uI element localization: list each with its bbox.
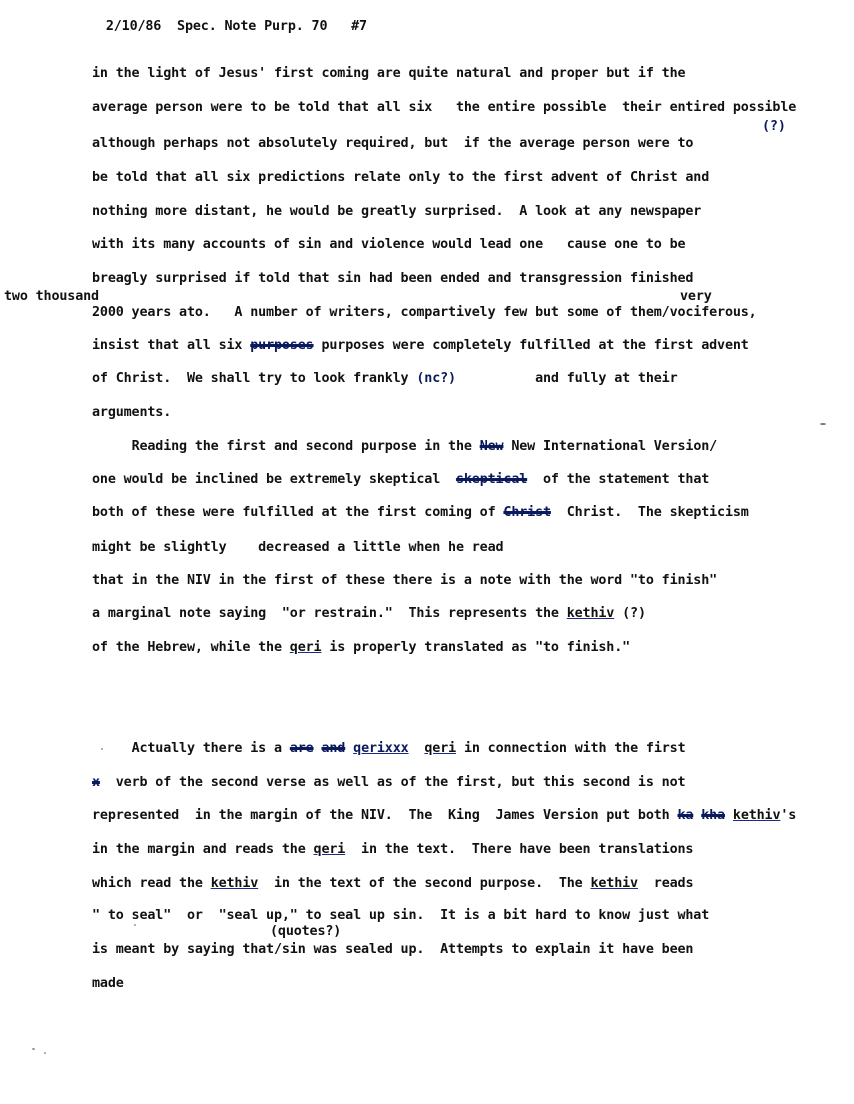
text-run: Actually there is a xyxy=(131,741,290,756)
page-header xyxy=(90,3,367,35)
text-run: New International Version/ xyxy=(503,439,718,454)
underlined-term: kethiv xyxy=(590,876,638,891)
para3-line-2 xyxy=(92,775,685,791)
header-date: 2/10/86 xyxy=(105,19,162,34)
para3-line-1 xyxy=(92,741,685,757)
text-run: in the text of the second purpose. The xyxy=(258,876,591,891)
scan-speck xyxy=(32,1048,35,1050)
text-run: represented in the margin of the NIV. The King James Version put both xyxy=(92,808,678,823)
insertion-right: very xyxy=(680,289,712,304)
struck-out-word: purposes xyxy=(250,338,314,353)
struck-out-letter: x xyxy=(92,775,100,790)
struck-out-word: are xyxy=(289,741,314,756)
text-run: in the text. There have been translations xyxy=(345,842,694,857)
text-run: Christ. The skepticism xyxy=(550,505,749,520)
para1-line-11: arguments. xyxy=(92,405,172,420)
text-run: of the Hebrew, while the xyxy=(92,640,290,655)
struck-out-word: qerixxx xyxy=(353,741,409,756)
text-run: (?) xyxy=(614,606,646,621)
para3-line-6: " to seal" or "seal up," to seal up sin. It is a bit hard to know just what xyxy=(92,908,710,923)
text-run: Reading the first and second purpose in the xyxy=(131,439,480,454)
struck-out-word: and xyxy=(321,741,346,756)
header-page-number: #7 xyxy=(351,19,367,34)
para2-line-3 xyxy=(92,505,749,521)
para1-line-9 xyxy=(92,338,749,354)
struck-out-word: Christ xyxy=(503,505,551,520)
underlined-term: kethiv xyxy=(732,808,781,823)
text-run: both of these were fulfilled at the first coming of xyxy=(92,505,504,520)
struck-out-word: ka xyxy=(677,808,694,823)
para1-line-8: 2000 years ato. A number of writers, compartively few but some of them/vociferous, xyxy=(92,305,757,320)
para2-line-1 xyxy=(92,439,717,455)
struck-out-word: skeptical xyxy=(455,472,528,487)
para3-line-5 xyxy=(92,876,693,892)
para3-line-3 xyxy=(92,808,796,824)
struck-out-word: New xyxy=(479,439,504,454)
text-run: in the margin and reads the xyxy=(92,842,314,857)
para3-line-7: is meant by saying that/sin was sealed up. Attempts to explain it have been xyxy=(92,942,694,957)
text-run: in connection with the first xyxy=(456,741,686,756)
scan-speck xyxy=(820,423,826,425)
scan-speck xyxy=(101,748,103,750)
para1-line-10 xyxy=(92,371,678,387)
text-run: 's xyxy=(780,808,797,823)
underlined-term: qeri xyxy=(313,842,346,857)
margin-note-quotes: (quotes?) xyxy=(270,924,342,939)
para2-line-4: might be slightly decreased a little when he read xyxy=(92,540,504,555)
para3-line-4 xyxy=(92,842,693,858)
header-title: Spec. Note Purp. 70 xyxy=(177,19,328,34)
text-run: of the statement that xyxy=(527,472,710,487)
para1-line-6: with its many accounts of sin and violence would lead one cause one to be xyxy=(92,237,686,252)
text-run: which read the xyxy=(92,876,211,891)
text-run: a marginal note saying "or restrain." This represents the xyxy=(92,606,567,621)
text-run: and fully at their xyxy=(535,371,678,386)
text-run: one would be inclined be extremely skeptical xyxy=(92,472,456,487)
text-run: is properly translated as "to finish." xyxy=(321,640,631,655)
text-run: verb of the second verse as well as of the first, but this second is not xyxy=(99,775,686,790)
underlined-term: kethiv xyxy=(210,876,259,891)
scan-speck xyxy=(44,1052,46,1054)
text-run: purposes were completely fulfilled at the first advent xyxy=(313,338,749,353)
para1-line-4: be told that all six predictions relate only to the first advent of Christ and xyxy=(92,170,710,185)
insertion-left: two thousand xyxy=(4,289,99,304)
para2-line-7 xyxy=(92,640,630,656)
underlined-term: qeri xyxy=(424,741,457,756)
para1-line-3: although perhaps not absolutely required, but if the average person were to xyxy=(92,136,694,151)
text-run: insist that all six xyxy=(92,338,251,353)
text-run: reads xyxy=(637,876,694,891)
para3-line-8: made xyxy=(92,976,124,991)
margin-note-question: (?) xyxy=(762,119,786,134)
para2-line-2 xyxy=(92,472,709,488)
para2-line-6 xyxy=(92,606,646,622)
para1-line-1: in the light of Jesus' first coming are quite natural and proper but if the xyxy=(92,66,686,81)
struck-out-word: kha xyxy=(701,808,725,823)
handwritten-note: (nc?) xyxy=(416,371,456,386)
para1-line-5: nothing more distant, he would be greatly surprised. A look at any newspaper xyxy=(92,204,702,219)
para1-line-7: breagly surprised if told that sin had been ended and transgression finished xyxy=(92,271,694,286)
underlined-term: kethiv xyxy=(566,606,615,621)
text-run: of Christ. We shall try to look frankly xyxy=(92,371,417,386)
para2-line-5: that in the NIV in the first of these there is a note with the word "to finish" xyxy=(92,573,718,588)
scan-speck xyxy=(134,924,136,926)
para1-line-2: average person were to be told that all six the entire possible their entired possible xyxy=(92,100,797,115)
underlined-term: qeri xyxy=(289,640,322,655)
